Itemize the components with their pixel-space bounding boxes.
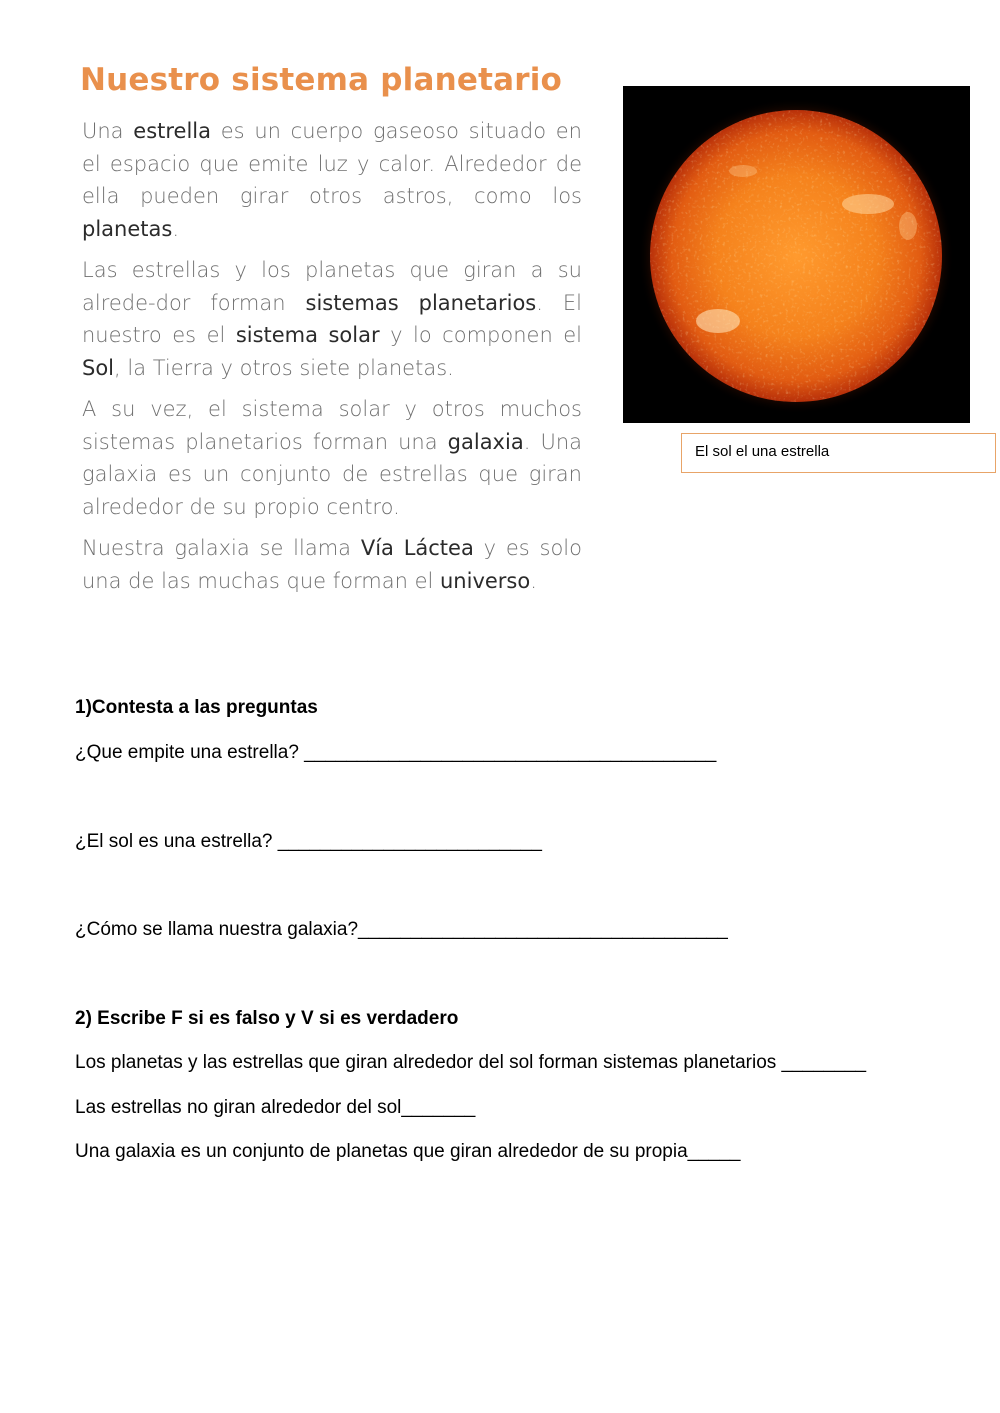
statement-2[interactable]: Las estrellas no giran alrededor del sol_______ xyxy=(75,1097,476,1118)
question-2[interactable]: ¿El sol es una estrella? _________________________ xyxy=(75,831,542,852)
text: Las estrellas y los planetas que giran a su alrede-dor forman xyxy=(82,258,582,315)
text: y es solo una de las muchas que forman el xyxy=(82,536,582,593)
caption-textbox xyxy=(681,433,996,473)
sun-image xyxy=(623,86,970,423)
reading-text xyxy=(82,115,582,606)
text: A su vez, el sistema solar y otros muchos sistemas planetarios forman una xyxy=(82,397,582,454)
text: Una xyxy=(82,119,134,143)
statement-3[interactable]: Una galaxia es un conjunto de planetas que giran alrededor de su propia_____ xyxy=(75,1141,741,1162)
page-title: Nuestro sistema planetario xyxy=(80,62,563,98)
text: . xyxy=(530,568,537,593)
text: Nuestra galaxia se llama xyxy=(82,536,361,560)
keyword: Sol xyxy=(82,355,115,380)
sun-bright-region xyxy=(696,309,740,333)
text: . xyxy=(172,216,179,241)
section1-heading: 1)Contesta a las preguntas xyxy=(75,697,318,718)
text: . Una galaxia es un conjunto de estrellas que giran alrededor de su propio centro. xyxy=(82,429,582,519)
question-3[interactable]: ¿Cómo se llama nuestra galaxia?___________________________________ xyxy=(75,919,728,940)
sun-granulation xyxy=(650,110,942,402)
text: , la Tierra y otros siete planetas. xyxy=(114,355,454,380)
caption-text: El sol el una estrella xyxy=(695,443,830,460)
text: . El nuestro es el xyxy=(82,290,582,347)
sun-illustration xyxy=(623,86,970,423)
paragraph-via-lactea xyxy=(82,532,582,597)
question-1[interactable]: ¿Que empite una estrella? _______________________________________ xyxy=(75,742,717,763)
section2-heading: 2) Escribe F si es falso y V si es verdadero xyxy=(75,1008,459,1029)
sun-bright-region xyxy=(842,194,894,214)
keyword: estrella xyxy=(133,119,212,143)
keyword: sistemas planetarios xyxy=(305,290,537,315)
paragraph-estrella xyxy=(82,115,582,245)
keyword: Vía Láctea xyxy=(360,536,474,560)
keyword: universo xyxy=(440,568,531,593)
paragraph-sistemas xyxy=(82,254,582,384)
sun-bright-region xyxy=(899,212,917,240)
keyword: planetas xyxy=(82,216,173,241)
paragraph-galaxia xyxy=(82,393,582,523)
text: y lo componen el xyxy=(379,323,582,347)
keyword: sistema solar xyxy=(235,323,380,347)
sun-bright-region xyxy=(729,165,757,177)
statement-1[interactable]: Los planetas y las estrellas que giran alrededor del sol forman sistemas planetarios ________ xyxy=(75,1052,867,1073)
text: es un cuerpo gaseoso situado en el espacio que emite luz y calor. Alrededor de ella pueden girar otros astros, como los xyxy=(82,119,582,208)
keyword: galaxia xyxy=(447,429,524,454)
